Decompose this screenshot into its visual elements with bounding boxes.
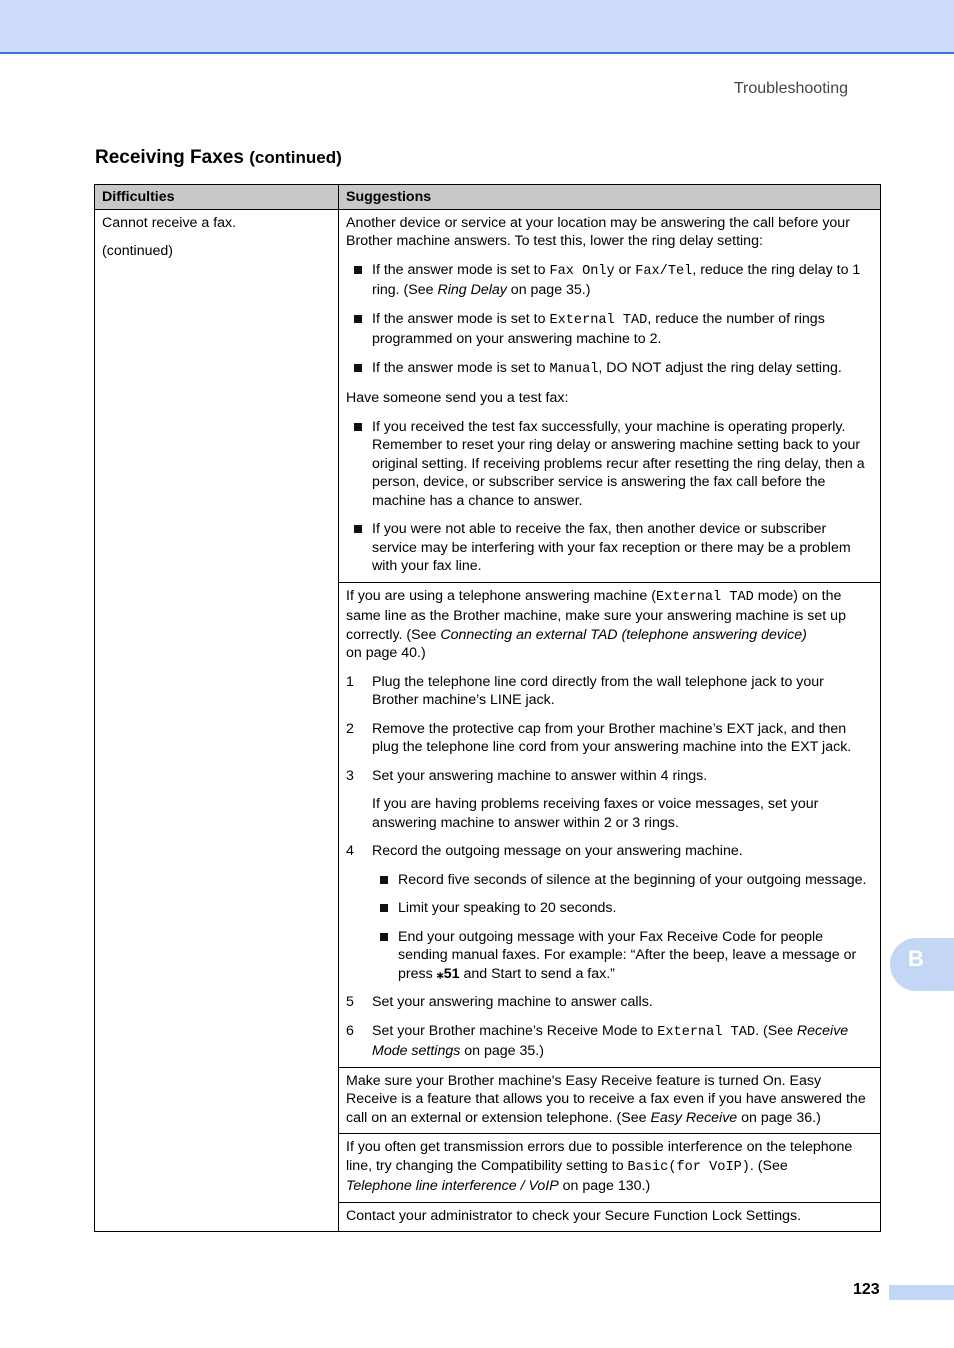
page-number-bar xyxy=(889,1285,954,1300)
cross-reference: Receive Mode settings xyxy=(372,1022,849,1059)
step-number: 4 xyxy=(346,843,354,859)
numbered-step: 6 Set your Brother machine’s Receive Mode to External TAD. (See Receive Mode settings on page 35.) xyxy=(346,1022,849,1059)
bullet-square-icon xyxy=(354,423,362,431)
bullet-square-icon xyxy=(354,525,362,533)
mode-name: Fax/Tel xyxy=(635,263,693,279)
bullet-item: If the answer mode is set to Manual, DO NOT adjust the ring delay setting. xyxy=(346,359,873,380)
numbered-step: 2 Remove the protective cap from your Brother machine’s EXT jack, and then plug the telephone line cord from your answering machine into the EXT jack. xyxy=(346,720,852,755)
numbered-step: 4 Record the outgoing message on your answering machine. xyxy=(346,843,743,859)
difficulty-note: (continued) xyxy=(102,243,173,259)
mode-name: Fax Only xyxy=(549,263,615,279)
bullet-square-icon xyxy=(354,266,362,274)
step-number: 6 xyxy=(346,1022,354,1039)
mode-name: Manual xyxy=(549,361,599,377)
table-header-row xyxy=(95,185,881,210)
table-row xyxy=(95,209,881,582)
appendix-tab xyxy=(890,938,954,991)
step-number: 1 xyxy=(346,673,354,690)
numbered-step: 5 Set your answering machine to answer calls. xyxy=(346,994,653,1010)
suggestion-cell-ring-delay xyxy=(339,209,881,582)
page-number: 123 xyxy=(853,1281,880,1298)
cross-reference: Telephone line interference / VoIP xyxy=(346,1178,559,1194)
suggestion-cell-secure-lock: Contact your administrator to check your Secure Function Lock Settings. xyxy=(339,1202,881,1232)
setting-name: Basic(for VoIP) xyxy=(627,1159,750,1175)
cross-reference: Ring Delay xyxy=(437,282,507,298)
step-number: 3 xyxy=(346,767,354,784)
bullet-item: If the answer mode is set to Fax Only or Fax/Tel, reduce the ring delay to 1 ring. (See Ring Delay on page 35.) xyxy=(346,261,873,300)
bullet-square-icon xyxy=(380,933,388,941)
troubleshooting-table xyxy=(94,184,881,1232)
cross-reference: Connecting an external TAD (telephone answering device) xyxy=(440,626,807,643)
running-head: Troubleshooting xyxy=(733,80,848,97)
bullet-square-icon xyxy=(354,364,362,372)
bullet-item: If you were not able to receive the fax, then another device or subscriber service may be interfering with your fax reception or there may be a problem with your fax line. xyxy=(346,520,873,576)
suggestion-intro: If you are using a telephone answering machine (External TAD mode) on the same line as the Brother machine, make sure your answering machine is set up correctly. (See Connecting an external TAD (telephone answering device) on page 40.) xyxy=(346,587,846,661)
bullet-square-icon xyxy=(380,876,388,884)
step-number: 5 xyxy=(346,994,354,1010)
section-title-text: Receiving Faxes xyxy=(95,147,244,168)
appendix-tab-label: B xyxy=(908,946,924,971)
difficulty-cell xyxy=(95,209,339,1232)
col-header-suggestions: Suggestions xyxy=(339,185,881,210)
test-fax-intro: Have someone send you a test fax: xyxy=(346,390,569,406)
step-number: 2 xyxy=(346,720,354,737)
numbered-step: 1 Plug the telephone line cord directly from the wall telephone jack to your Brother machine’s LINE jack. xyxy=(346,673,824,708)
section-title xyxy=(95,147,342,169)
numbered-step: 3 Set your answering machine to answer within 4 rings. xyxy=(346,767,708,784)
step-note: If you are having problems receiving faxes or voice messages, set your answering machine to answer within 2 or 3 rings. xyxy=(372,796,819,831)
bullet-square-icon xyxy=(354,315,362,323)
bullet-square-icon xyxy=(380,904,388,912)
cross-reference: Easy Receive xyxy=(650,1109,738,1126)
header-band xyxy=(0,0,954,54)
section-title-suffix: (continued) xyxy=(249,148,342,167)
bullet-item: If you received the test fax successfully, your machine is operating properly. Remember to reset your ring delay or answering machine setting back to your original setting. If receiving problems recur after resetting the ring delay, then a person, device, or subscriber service is answering the fax call before the machine has a chance to answer. xyxy=(346,418,873,511)
sub-bullet-item: Limit your speaking to 20 seconds. xyxy=(346,899,873,918)
bullet-item: If the answer mode is set to External TAD, reduce the number of rings programmed on your answering machine to 2. xyxy=(346,310,873,349)
suggestion-cell-answering-machine xyxy=(339,582,881,1067)
suggestion-intro: Another device or service at your location may be answering the call before your Brother machine answers. To test this, lower the ring delay setting: xyxy=(346,214,850,249)
fax-receive-code: ⁎51 xyxy=(436,965,460,982)
sub-bullet-item: End your outgoing message with your Fax Receive Code for people sending manual faxes. For example: “After the beep, leave a message or press ⁎51 and Start to send a fax.” xyxy=(346,928,873,984)
difficulty-text: Cannot receive a fax. xyxy=(102,214,237,231)
suggestion-cell-compatibility: If you often get transmission errors due to possible interference on the telephone line, try changing the Compatibility setting to Basic(for VoIP). (See Telephone line interference / VoIP on page 130.) xyxy=(339,1134,881,1203)
mode-name: External TAD xyxy=(655,589,754,605)
mode-name: External TAD xyxy=(549,312,648,328)
suggestion-cell-easy-receive: Make sure your Brother machine's Easy Receive feature is turned On. Easy Receive is a feature that allows you to receive a fax even if you have answered the call on an external or extension telephone. (See Easy Receive on page 36.) xyxy=(339,1067,881,1134)
mode-name: External TAD xyxy=(657,1024,756,1040)
col-header-difficulties: Difficulties xyxy=(95,185,339,210)
sub-bullet-item: Record five seconds of silence at the beginning of your outgoing message. xyxy=(346,871,873,890)
